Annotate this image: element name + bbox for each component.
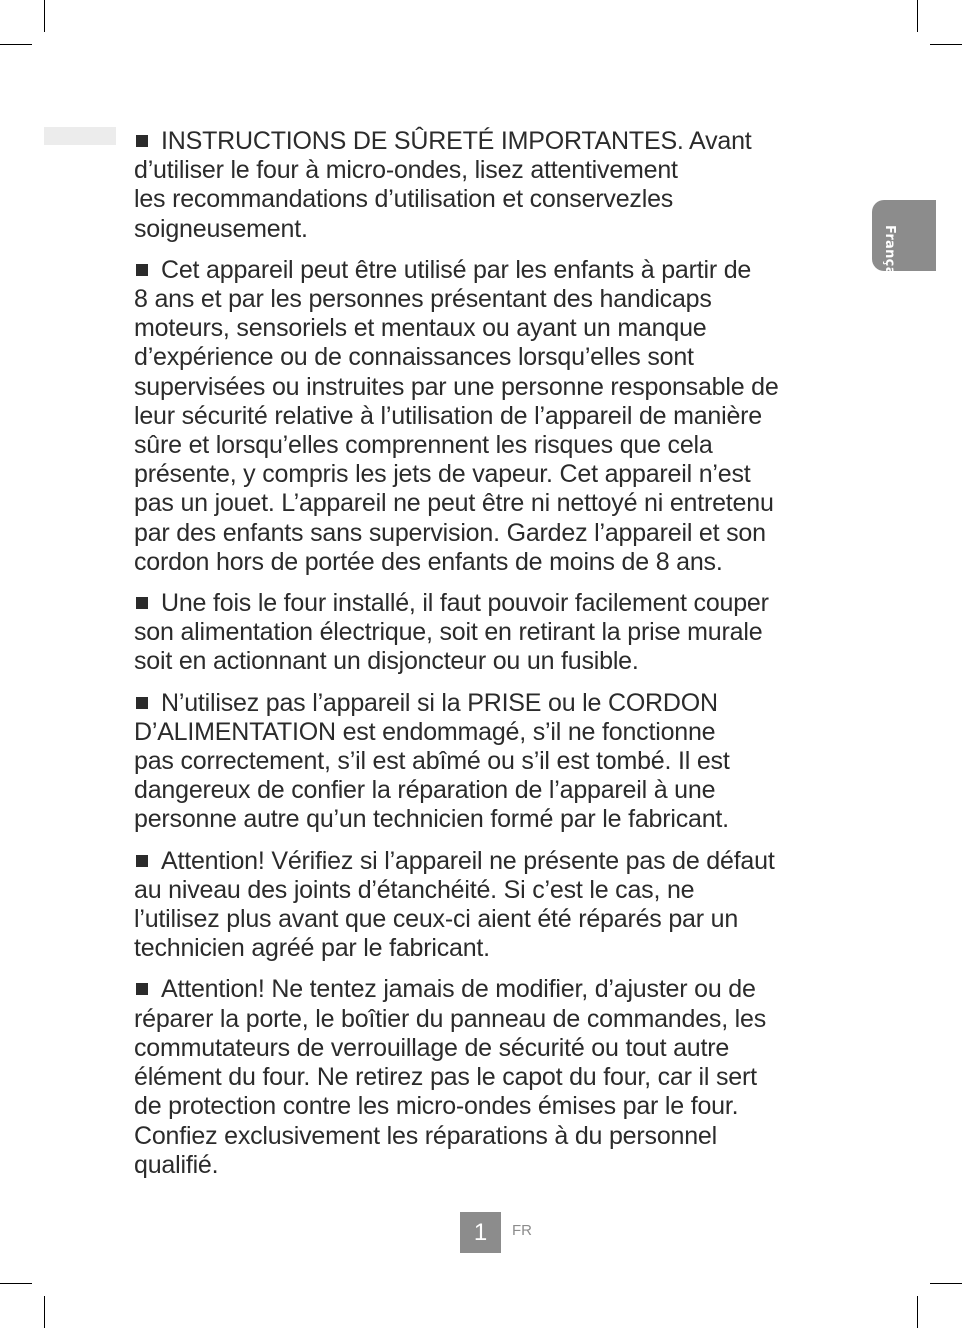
- square-bullet-icon: [136, 983, 148, 995]
- crop-mark-bottom-left-horizontal: [0, 1283, 32, 1284]
- safety-instructions: [134, 127, 834, 1192]
- paragraph-6: Attention! Ne tentez jamais de modifier, d’ajuster ou de réparer la porte, le boîtier du panneau de commandes, les commutateurs de verrouillage de sécurité ou tout autre élément du four. Ne retirez pas le capot du four, car il sert de protection contre les micro-ondes émises par le four. Confiez exclusivement les réparations à du personnel qualifié.: [134, 975, 767, 1179]
- language-tab-label: Français: [882, 225, 897, 289]
- language-tab: [872, 200, 936, 289]
- square-bullet-icon: [136, 135, 148, 147]
- paragraph-2: Cet appareil peut être utilisé par les enfants à partir de 8 ans et par les personnes présentant des handicaps moteurs, sensoriels et mentaux ou ayant un manque d’expérience ou de connaissances lorsqu’elles sont supervisées ou instruites par une personne responsable de leur sécurité relative à l’utilisation de l’appareil de manière sûre et lorsqu’elles comprennent les risques que cela présente, y compris les jets de vapeur. Cet appareil n’est pas un jouet. L’appareil ne peut être ni nettoyé ni entretenu par des enfants sans supervision. Gardez l’appareil et son cordon hors de portée des enfants de moins de 8 ans.: [134, 255, 779, 576]
- crop-mark-top-right-horizontal: [930, 44, 962, 45]
- paragraph-1: INSTRUCTIONS DE SÛRETÉ IMPORTANTES. Avant d’utiliser le four à micro-ondes, lisez attentivement les recommandations d’utilisation et conservezles soigneusement.: [134, 127, 752, 243]
- square-bullet-icon: [136, 697, 148, 709]
- paragraph-5: Attention! Vérifiez si l’appareil ne présente pas de défaut au niveau des joints d’étanchéité. Si c’est le cas, ne l’utilisez plus avant que ceux-ci aient été réparés par un technicien agréé par le fabricant.: [134, 846, 775, 963]
- crop-mark-bottom-left-vertical: [44, 1296, 45, 1328]
- crop-mark-bottom-right-vertical: [917, 1296, 918, 1328]
- square-bullet-icon: [136, 597, 148, 609]
- crop-mark-bottom-right-horizontal: [930, 1283, 962, 1284]
- paragraph-3: Une fois le four installé, il faut pouvoir facilement couper son alimentation électrique, soit en retirant la prise murale soit en actionnant un disjoncteur ou un fusible.: [134, 589, 769, 676]
- square-bullet-icon: [136, 264, 148, 276]
- crop-mark-top-left-vertical: [44, 0, 45, 32]
- page-language-code: FR: [512, 1222, 532, 1239]
- paragraph-4: N’utilisez pas l’appareil si la PRISE ou le CORDON D’ALIMENTATION est endommagé, s’il ne fonctionne pas correctement, s’il est abîmé ou s’il est tombé. Il est dangereux de confier la réparation de l’appareil à une personne autre qu’un technicien formé par le fabricant.: [134, 688, 730, 834]
- square-bullet-icon: [136, 855, 148, 867]
- page-number: 1: [460, 1212, 501, 1253]
- margin-marker: [44, 127, 116, 145]
- crop-mark-top-left-horizontal: [0, 44, 32, 45]
- crop-mark-top-right-vertical: [917, 0, 918, 32]
